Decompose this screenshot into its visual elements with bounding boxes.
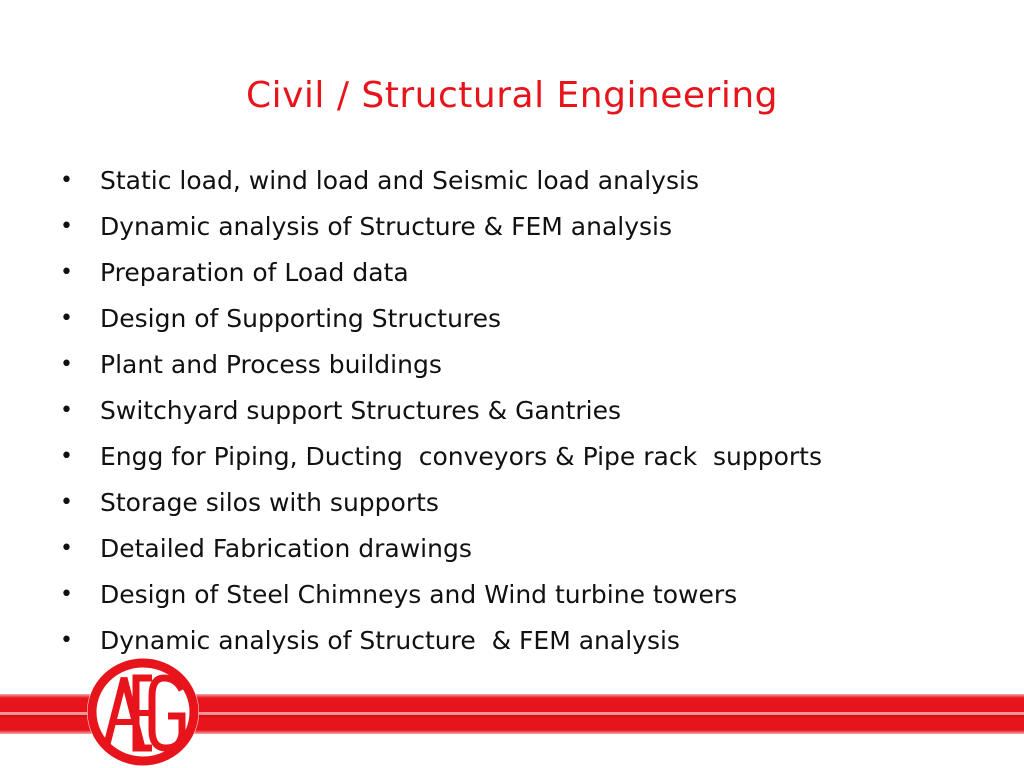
slide-title: Civil / Structural Engineering <box>245 75 779 116</box>
bullet-text: Detailed Fabrication drawings <box>100 534 472 563</box>
bullet-item <box>58 572 998 618</box>
bullet-icon: • <box>60 352 73 377</box>
bullet-item <box>58 204 998 250</box>
bullet-text: Dynamic analysis of Structure & FEM analysis <box>100 212 673 241</box>
bullet-icon: • <box>60 306 73 331</box>
bullet-icon: • <box>60 168 73 193</box>
bullet-icon: • <box>60 214 73 239</box>
aeg-logo-icon <box>84 656 202 768</box>
bullet-item <box>58 434 998 480</box>
bullet-text: Design of Supporting Structures <box>100 304 502 333</box>
bullet-text: Design of Steel Chimneys and Wind turbine towers <box>100 580 738 609</box>
bullet-item <box>58 388 998 434</box>
bullet-icon: • <box>60 582 73 607</box>
bullet-icon: • <box>60 260 73 285</box>
bullet-icon: • <box>60 398 73 423</box>
bullet-text: Engg for Piping, Ducting conveyors & Pipe rack supports <box>100 442 822 471</box>
bullet-text: Preparation of Load data <box>100 258 409 287</box>
bullet-text: Switchyard support Structures & Gantries <box>100 396 622 425</box>
bullet-item <box>58 526 998 572</box>
bullet-item <box>58 342 998 388</box>
bullet-item <box>58 250 998 296</box>
bullet-list <box>58 158 998 664</box>
bullet-text: Plant and Process buildings <box>100 350 442 379</box>
bullet-text: Static load, wind load and Seismic load analysis <box>100 166 699 195</box>
bullet-icon: • <box>60 490 73 515</box>
bullet-item <box>58 480 998 526</box>
bullet-item <box>58 296 998 342</box>
bullet-text: Dynamic analysis of Structure & FEM analysis <box>100 626 680 655</box>
bullet-item <box>58 158 998 204</box>
bullet-icon: • <box>60 628 73 653</box>
bullet-icon: • <box>60 536 73 561</box>
bullet-text: Storage silos with supports <box>100 488 439 517</box>
bullet-icon: • <box>60 444 73 469</box>
